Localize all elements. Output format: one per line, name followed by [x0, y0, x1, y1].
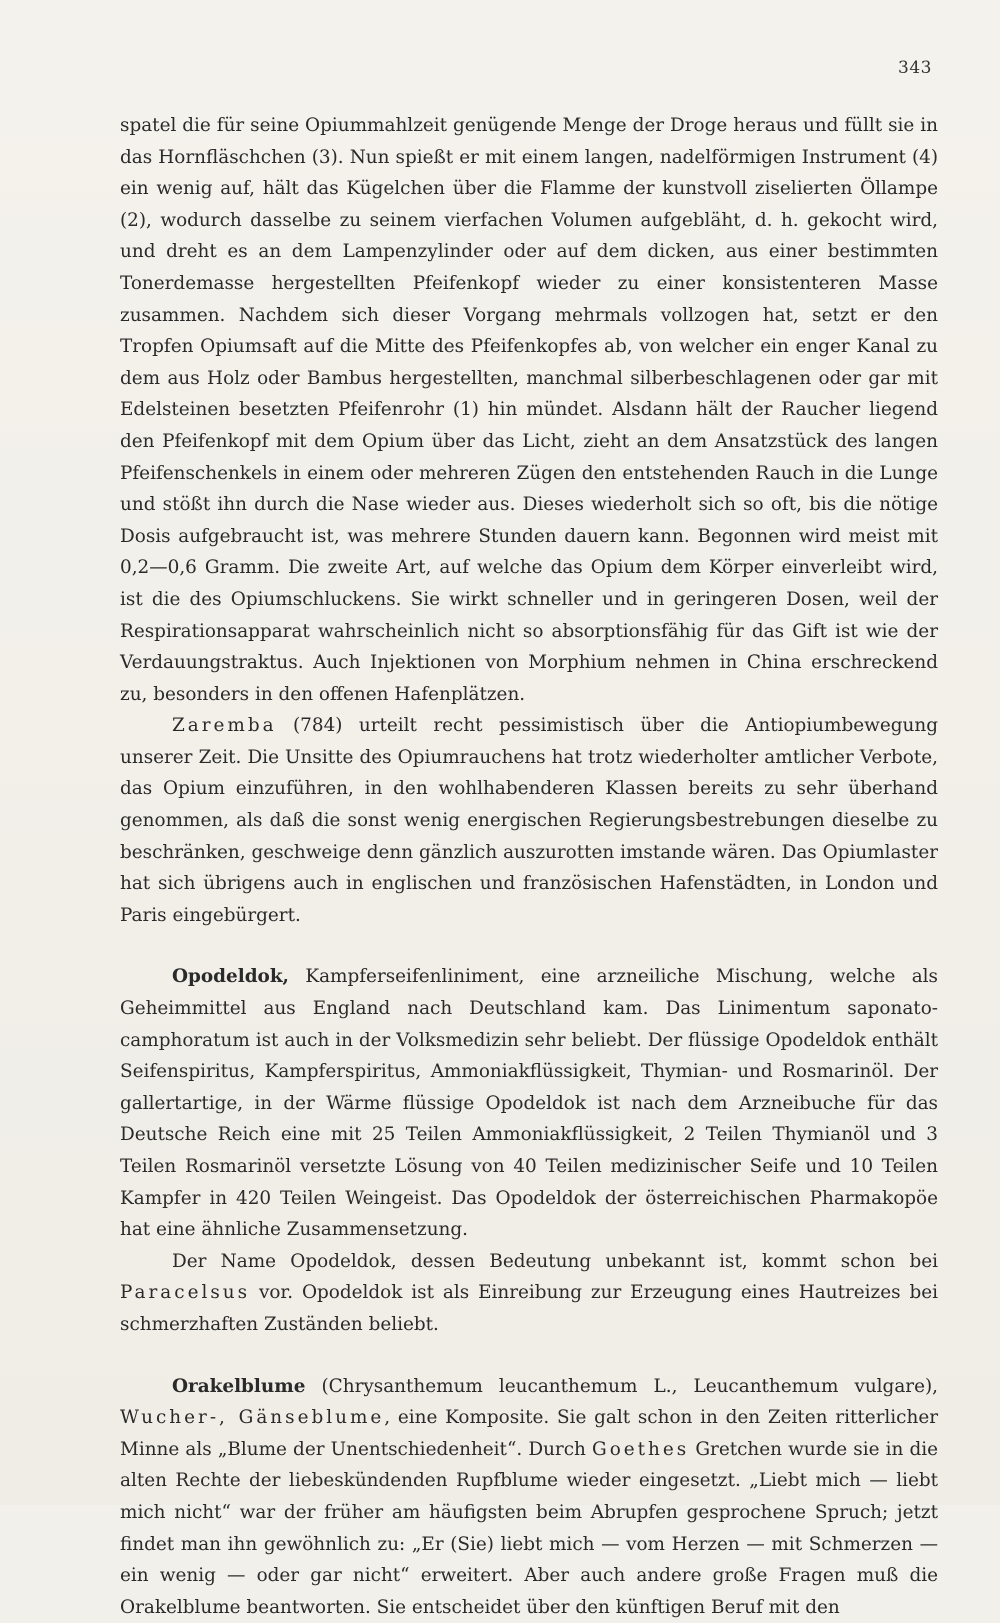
entry-opodeldok [120, 961, 938, 1245]
entry-orakelblume-mid: , eine Komposite. Sie galt schon in den Zeiten ritterlicher Minne als „Blume der Unentschiedenheit“. Durch [120, 1407, 938, 1460]
entry-orakelblume-latin: (Chrysanthemum leucanthemum L., Leucanthemum vulgare), [305, 1375, 938, 1397]
paragraph-opium-smoking: spatel die für seine Opiummahlzeit genügende Menge der Droge heraus und füllt sie in das Hornfläschchen (3). Nun spießt er mit einem langen, nadelförmigen Instrument (4) ein wenig auf, hält das Kügelchen über die Flamme der kunstvoll ziselierten Öllampe (2), wodurch dasselbe zu seinem vierfachen Volumen aufgebläht, d. h. gekocht wird, und dreht es an dem Lampenzylinder oder auf dem dicken, aus einer bestimmten Tonerdemasse hergestellten Pfeifenkopf wieder zu einer konsistenteren Masse zusammen. Nachdem sich dieser Vorgang mehrmals vollzogen hat, setzt er den Tropfen Opiumsaft auf die Mitte des Pfeifenkopfes ab, von welcher ein enger Kanal zu dem aus Holz oder Bambus hergestellten, manchmal silberbeschlagenen oder gar mit Edelsteinen besetzten Pfeifenrohr (1) hin mündet. Alsdann hält der Raucher liegend den Pfeifenkopf mit dem Opium über das Licht, zieht an dem Ansatzstück des langen Pfeifenschenkels in einem oder mehreren Zügen den entstehenden Rauch in die Lunge und stößt ihn durch die Nase wieder aus. Dieses wiederholt sich so oft, bis die nötige Dosis aufgebraucht ist, was mehrere Stunden dauern kann. Begonnen wird meist mit 0,2—0,6 Gramm. Die zweite Art, auf welche das Opium dem Körper einverleibt wird, ist die des Opiumschluckens. Sie wirkt schneller und in geringeren Dosen, weil der Respirationsapparat wahrscheinlich nicht so absorptionsfähig für das Gift ist wie der Verdauungstraktus. Auch Injektionen von Morphium nehmen in China erschreckend zu, besonders in den offenen Hafenplätzen. [120, 115, 938, 705]
entry-term-orakelblume: Orakelblume [172, 1375, 306, 1397]
author-name-paracelsus: Paracelsus [120, 1282, 251, 1304]
paragraph-opodeldok-name [120, 1246, 938, 1341]
entry-orakelblume [120, 1371, 938, 1623]
paragraph-opodeldok-name-text: vor. Opodeldok ist als Einreibung zur Erzeugung eines Hautreizes bei schmerzhaften Zuständen beliebt. [120, 1282, 938, 1335]
entry-orakelblume-common-names: Wucher-, Gänseblume [120, 1407, 385, 1429]
author-name-zaremba: Zaremba [172, 715, 277, 737]
entry-orakelblume-text: Gretchen wurde sie in die alten Rechte der liebeskündenden Rupfblume wieder eingesetzt. „Liebt mich — liebt mich nicht“ war der früher am häufigsten beim Abrupfen gesprochene Spruch; jetzt findet man ihn gewöhnlich zu: „Er (Sie) liebt mich — vom Herzen — mit Schmerzen — ein wenig — oder gar nicht“ erweitert. Aber auch andere große Fragen muß die Orakelblume beantworten. Sie entscheidet über den künftigen Beruf mit den [120, 1438, 939, 1618]
entry-term-opodeldok: Opodeldok, [172, 966, 289, 988]
paragraph-zaremba [120, 710, 938, 931]
paragraph-zaremba-text: (784) urteilt recht pessimistisch über die Antiopiumbewegung unserer Zeit. Die Unsitte des Opiumrauchens hat trotz wiederholter amtlicher Verbote, das Opium einzuführen, in den wohlhabenderen Klassen bereits zu sehr überhand genommen, als daß die sonst wenig energischen Regierungsbestrebungen dieselbe zu beschränken, geschweige denn gänzlich auszurotten imstande wären. Das Opiumlaster hat sich übrigens auch in englischen und französischen Hafenstädten, in London und Paris eingebürgert. [120, 715, 938, 926]
entry-opodeldok-text: Kampferseifenliniment, eine arzneiliche Mischung, welche als Geheimmittel aus England nach Deutschland kam. Das Linimentum saponato-camphoratum ist auch in der Volksmedizin sehr beliebt. Der flüssige Opodeldok enthält Seifenspiritus, Kampferspiritus, Ammoniakflüssigkeit, Thymian- und Rosmarinöl. Der gallertartige, in der Wärme flüssige Opodeldok ist nach dem Arzneibuche für das Deutsche Reich eine mit 25 Teilen Ammoniakflüssigkeit, 2 Teilen Thymianöl und 3 Teilen Rosmarinöl versetzte Lösung von 40 Teilen medizinischer Seife und 10 Teilen Kampfer in 420 Teilen Weingeist. Das Opodeldok der österreichischen Pharmakopöe hat eine ähnliche Zusammensetzung. [120, 966, 938, 1241]
page-body [120, 110, 938, 1623]
author-name-goethe: Goethes [592, 1438, 690, 1460]
paragraph-opodeldok-name-pre: Der Name Opodeldok, dessen Bedeutung unbekannt ist, kommt schon bei [172, 1250, 938, 1272]
page-number: 343 [898, 58, 932, 78]
